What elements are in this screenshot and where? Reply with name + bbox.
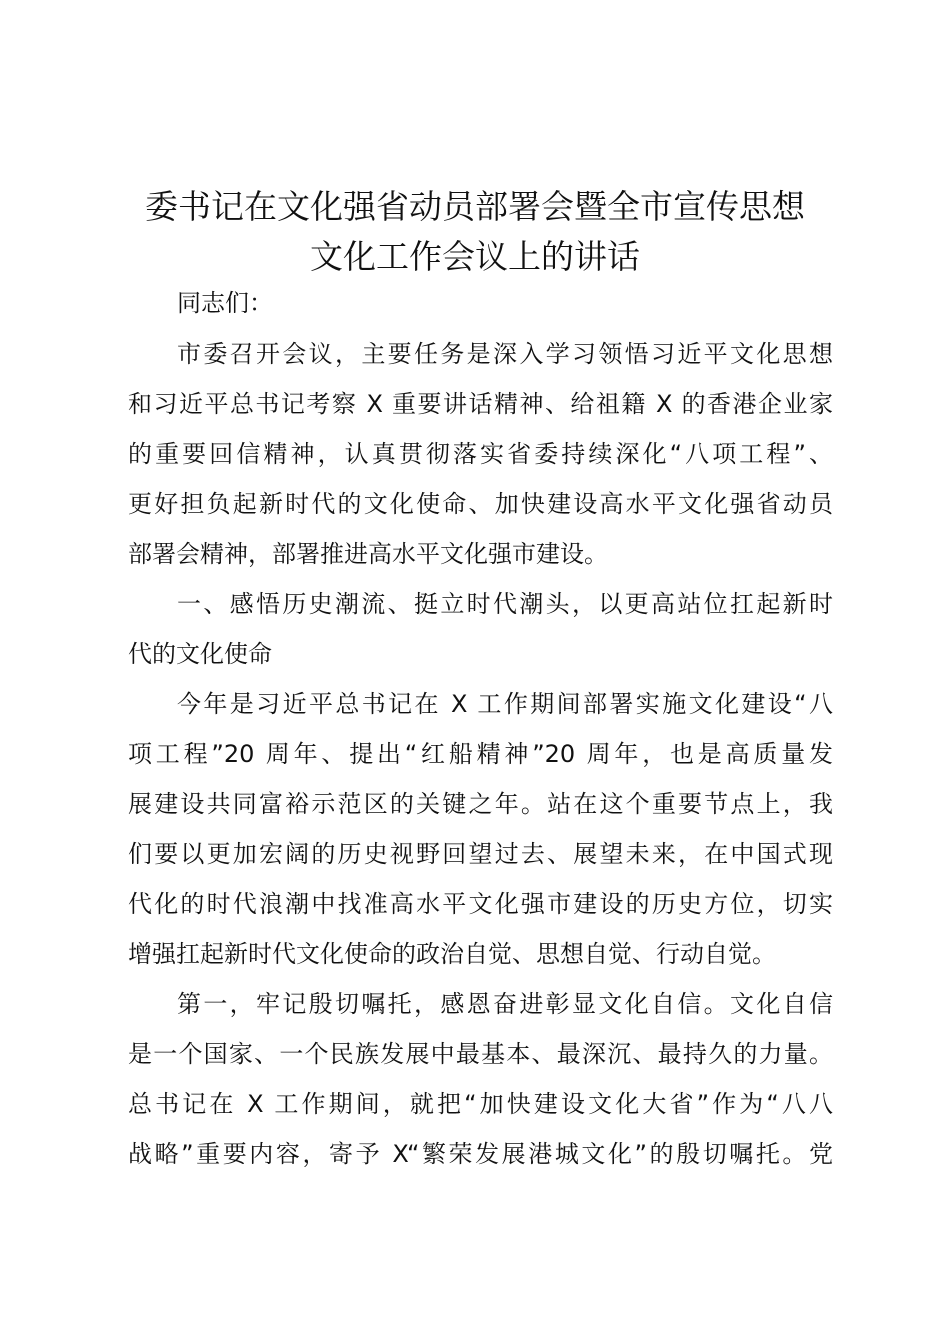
body-text-line: 们要以更加宏阔的历史视野回望过去、展望未来，在中国式现 [128,840,833,868]
body-text-line: 的重要回信精神，认真贯彻落实省委持续深化“八项工程”、 [128,440,833,468]
document-title-line-2: 文化工作会议上的讲话 [310,237,640,276]
body-text-line: 是一个国家、一个民族发展中最基本、最深沉、最持久的力量。 [128,1040,833,1068]
section-heading-line: 代的文化使命 [128,640,272,668]
body-text-line: 更好担负起新时代的文化使命、加快建设高水平文化强省动员 [128,490,833,518]
document-title-line-1: 委书记在文化强省动员部署会暨全市宣传思想 [145,187,805,226]
body-text-line: 战略”重要内容，寄予 X“繁荣发展港城文化”的殷切嘱托。党 [128,1140,833,1168]
body-text-line: 项工程”20 周年、提出“红船精神”20 周年，也是高质量发 [128,740,833,768]
body-text-line: 和习近平总书记考察 X 重要讲话精神、给祖籍 X 的香港企业家 [128,390,833,418]
body-text-line: 第一，牢记殷切嘱托，感恩奋进彰显文化自信。文化自信 [177,990,833,1018]
body-text-line: 市委召开会议，主要任务是深入学习领悟习近平文化思想 [177,340,833,368]
body-text-line: 今年是习近平总书记在 X 工作期间部署实施文化建设“八 [177,690,833,718]
body-text-line: 增强扛起新时代文化使命的政治自觉、思想自觉、行动自觉。 [128,940,776,968]
salutation: 同志们： [177,289,273,317]
body-text-line: 展建设共同富裕示范区的关键之年。站在这个重要节点上，我 [128,790,833,818]
body-text-line: 代化的时代浪潮中找准高水平文化强市建设的历史方位，切实 [128,890,833,918]
section-heading-line: 一、感悟历史潮流、挺立时代潮头，以更高站位扛起新时 [177,590,833,618]
body-text-line: 总书记在 X 工作期间，就把“加快建设文化大省”作为“八八 [128,1090,833,1118]
body-text-line: 部署会精神，部署推进高水平文化强市建设。 [128,540,608,568]
